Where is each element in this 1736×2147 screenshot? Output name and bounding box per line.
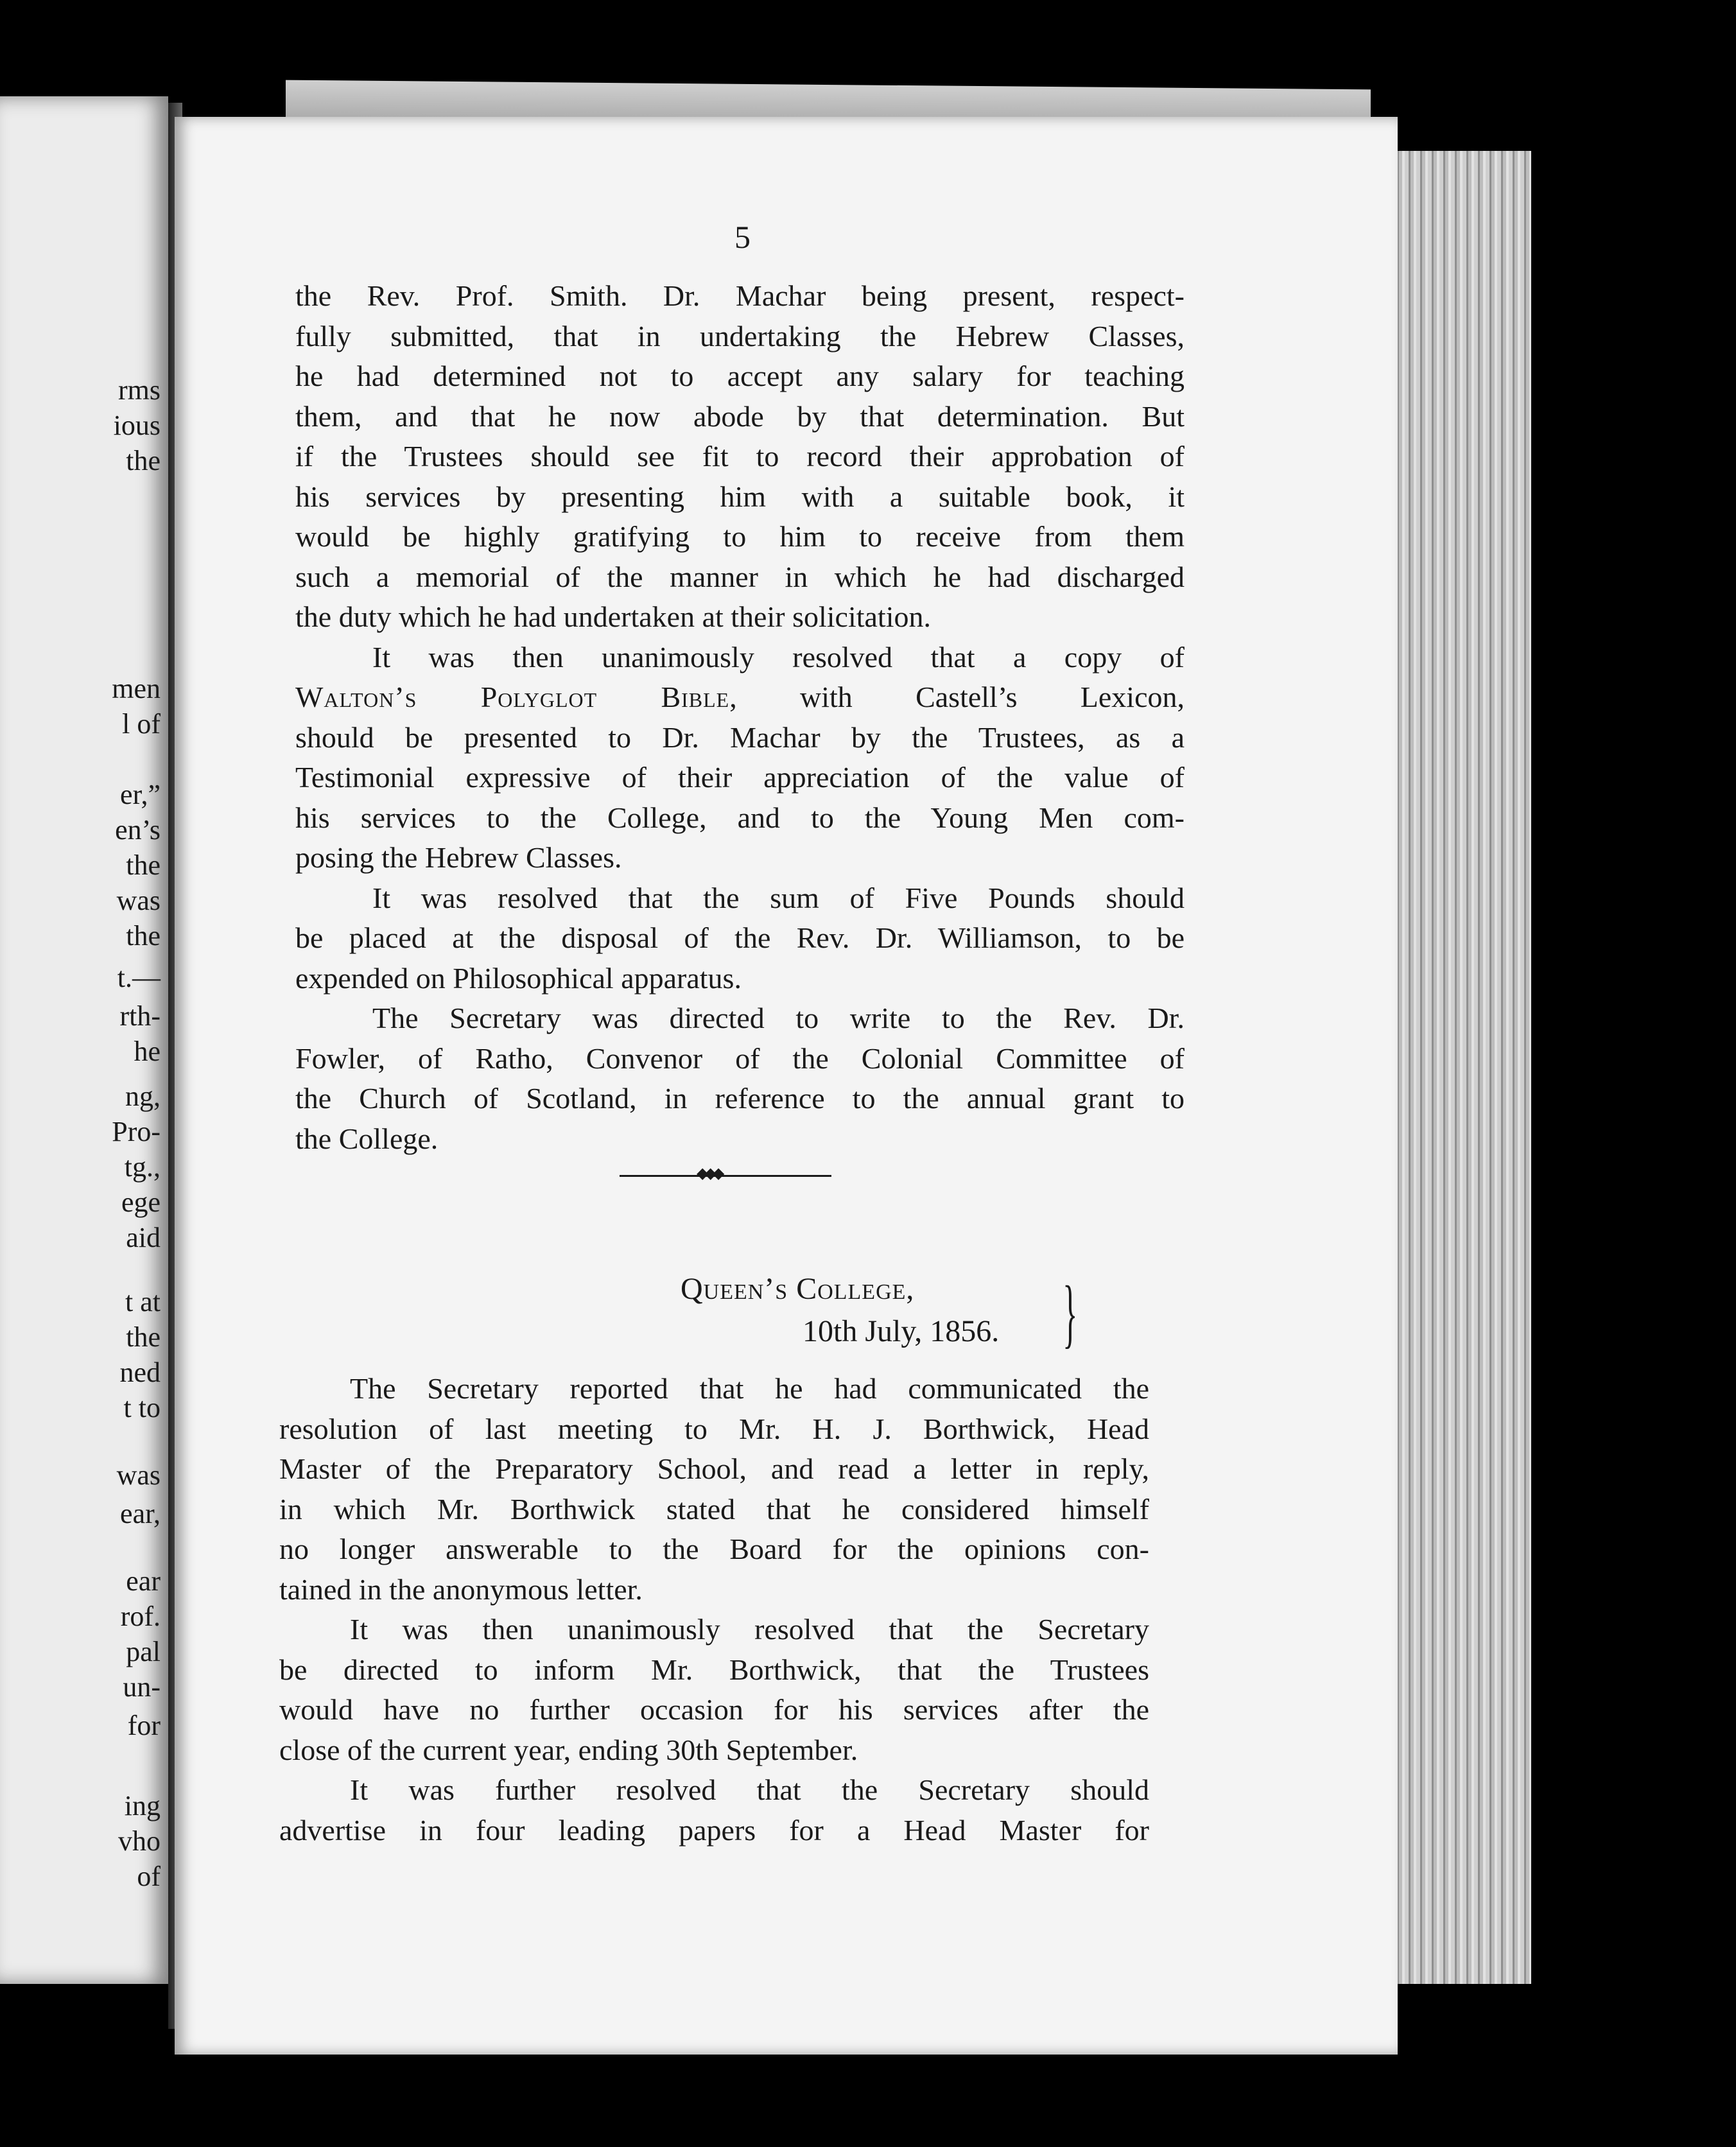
left-page-fragment: for (127, 1710, 161, 1741)
left-page-fragment: ege (121, 1186, 161, 1218)
meeting-heading (681, 1268, 999, 1353)
left-page-fragment: of (137, 1861, 161, 1892)
left-page-fragment: the (126, 920, 161, 952)
left-page-fragment: rms (118, 374, 161, 406)
text-line: advertise in four leading papers for a Head Master for (279, 1813, 1149, 1847)
text-line: The Secretary reported that he had communicated the (350, 1372, 1149, 1405)
text-line: It was then unanimously resolved that the Secretary (350, 1613, 1149, 1646)
text-line: close of the current year, ending 30th September. (279, 1733, 858, 1766)
left-page-fragment: t.— (117, 962, 161, 993)
text-line: posing the Hebrew Classes. (295, 841, 622, 874)
text-line: he had determined not to accept any salary for teaching (295, 360, 1185, 392)
text-line: be directed to inform Mr. Borthwick, that the Trustees (279, 1653, 1149, 1686)
text-line: if the Trustees should see fit to record their approbation of (295, 440, 1185, 473)
text-line: no longer answerable to the Board for the opinions con- (279, 1533, 1149, 1565)
text-line: It was then unanimously resolved that a copy of (372, 640, 1185, 674)
left-page-fragment: ear (126, 1565, 161, 1597)
left-page-fragment: ious (113, 410, 161, 441)
left-page-fragment: the (126, 445, 161, 476)
left-page-fragment: ned (119, 1357, 161, 1388)
left-page-fragment: the (126, 1321, 161, 1353)
left-page-fragment: ear, (120, 1498, 161, 1529)
text-line: resolution of last meeting to Mr. H. J. Borthwick, Head (279, 1412, 1149, 1445)
left-page-fragment: aid (126, 1222, 161, 1253)
left-page-fragment: ng, (125, 1081, 161, 1112)
left-page-fragment: pal (126, 1636, 161, 1667)
text-line: his services to the College, and to the Young Men com- (295, 801, 1185, 834)
text-line: It was further resolved that the Secretary should (350, 1773, 1149, 1806)
minutes-text-block-1 (295, 276, 1185, 1159)
text-line: It was resolved that the sum of Five Pounds should (372, 881, 1185, 914)
left-page-fragment: t at (125, 1286, 161, 1317)
facing-left-page (0, 96, 168, 1984)
left-page-fragment: t to (123, 1392, 161, 1423)
left-page-fragment: vho (118, 1825, 161, 1857)
left-page-fragment: tg., (124, 1151, 161, 1183)
text-line (295, 677, 1185, 718)
text-line: Fowler, of Ratho, Convenor of the Colonial Committee of (295, 1041, 1185, 1075)
text-line: would be highly gratifying to him to receive from them (295, 520, 1185, 553)
text-line: the Church of Scotland, in reference to the annual grant to (295, 1082, 1185, 1115)
text-line: The Secretary was directed to write to the Rev. Dr. (372, 1002, 1185, 1034)
text-line: expended on Philosophical apparatus. (295, 961, 742, 995)
page-number: 5 (734, 219, 751, 255)
text-line: the Rev. Prof. Smith. Dr. Machar being present, respect- (295, 279, 1185, 312)
meeting-date: 10th July, 1856. (803, 1314, 1000, 1348)
left-page-fragment: er,” (120, 779, 161, 810)
text-line: Master of the Preparatory School, and read a letter in reply, (279, 1452, 1149, 1485)
divider-ornament: ◆◆◆ (697, 1165, 721, 1182)
text-line: Testimonial expressive of their appreciation of the value of (295, 761, 1185, 794)
text-line: fully submitted, that in undertaking the Hebrew Classes, (295, 319, 1185, 352)
left-page-fragment: was (116, 885, 161, 916)
left-page-fragment: the (126, 849, 161, 881)
text-line: tained in the anonymous letter. (279, 1572, 643, 1606)
bible-title: Walton’s Polyglot Bible (295, 681, 730, 713)
left-page-fragment: he (134, 1036, 161, 1067)
text-line: the College. (295, 1122, 438, 1155)
text-fragment: , with Castell’s Lexicon, (729, 681, 1185, 713)
left-page-fragment: en’s (115, 814, 161, 846)
section-divider (620, 1165, 831, 1182)
left-page-fragment: men (112, 673, 161, 704)
text-line: the duty which he had undertaken at their solicitation. (295, 600, 931, 633)
heading-brace: } (1063, 1270, 1078, 1355)
meeting-place: Queen’s College, (681, 1272, 915, 1306)
left-page-fragment: Pro- (112, 1116, 161, 1147)
text-line: in which Mr. Borthwick stated that he considered himself (279, 1492, 1149, 1526)
left-page-fragment: rof. (120, 1601, 161, 1632)
left-page-fragment: un- (123, 1671, 161, 1703)
minutes-text-block-2 (279, 1369, 1149, 1850)
text-line: them, and that he now abode by that determination. But (295, 399, 1185, 433)
text-line: should be presented to Dr. Machar by the Trustees, as a (295, 720, 1185, 754)
text-line: his services by presenting him with a suitable book, it (295, 480, 1185, 513)
left-page-fragment: ing (124, 1790, 161, 1821)
text-line: would have no further occasion for his services after the (279, 1693, 1149, 1726)
left-page-fragment: was (116, 1459, 161, 1491)
left-page-fragment: rth- (119, 1000, 161, 1032)
text-line: be placed at the disposal of the Rev. Dr. Williamson, to be (295, 921, 1185, 954)
text-line: such a memorial of the manner in which he had discharged (295, 560, 1185, 593)
left-page-fragment: l of (122, 708, 161, 740)
